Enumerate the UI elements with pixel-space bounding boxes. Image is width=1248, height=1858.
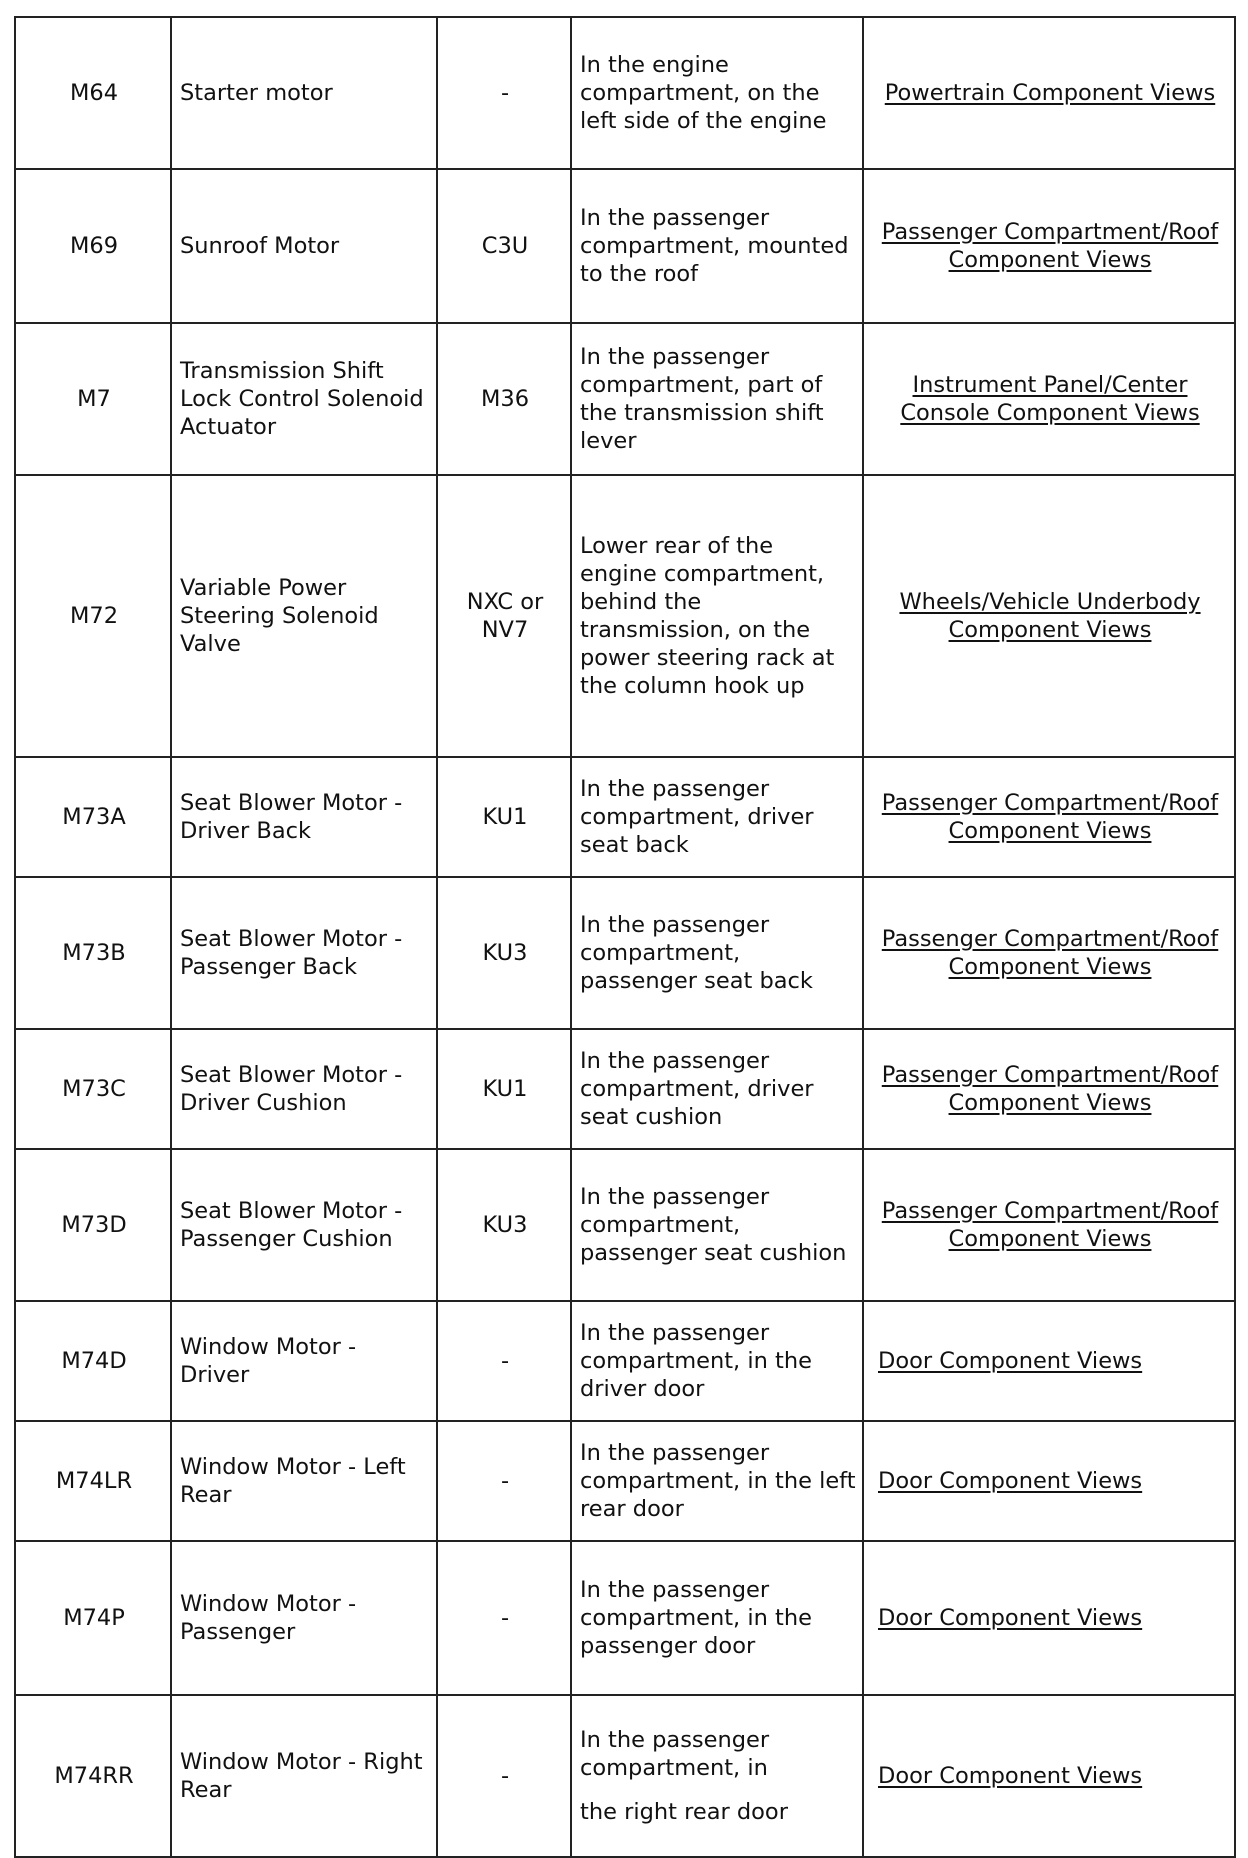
component-view-cell	[863, 1421, 1235, 1541]
component-view-cell	[863, 877, 1235, 1029]
component-name: Window Motor - Driver	[171, 1301, 437, 1421]
component-view-link[interactable]: Passenger Compartment/Roof Component Views	[881, 926, 1219, 980]
table-row	[15, 475, 1235, 757]
component-name: Sunroof Motor	[171, 169, 437, 323]
component-view-cell	[863, 757, 1235, 877]
component-location: In the engine compartment, on the left side of the engine	[571, 17, 863, 169]
component-view-link[interactable]: Passenger Compartment/Roof Component Views	[881, 790, 1219, 844]
component-id: M73D	[15, 1149, 171, 1301]
component-view-link[interactable]: Instrument Panel/Center Console Component Views	[900, 372, 1200, 426]
option-code: KU1	[437, 1029, 571, 1149]
component-view-cell	[863, 1541, 1235, 1695]
table-row	[15, 757, 1235, 877]
component-location	[571, 1695, 863, 1857]
component-name: Seat Blower Motor - Passenger Cushion	[171, 1149, 437, 1301]
table-row	[15, 1029, 1235, 1149]
table-row	[15, 1301, 1235, 1421]
component-id: M7	[15, 323, 171, 475]
component-id: M69	[15, 169, 171, 323]
component-location: In the passenger compartment, passenger seat cushion	[571, 1149, 863, 1301]
component-location: Lower rear of the engine compartment, behind the transmission, on the power steering rack at the column hook up	[571, 475, 863, 757]
component-view-cell	[863, 169, 1235, 323]
component-view-cell	[863, 1695, 1235, 1857]
table-row	[15, 17, 1235, 169]
component-locator-table	[14, 16, 1236, 1858]
component-location: In the passenger compartment, in the passenger door	[571, 1541, 863, 1695]
component-id: M73A	[15, 757, 171, 877]
component-location: In the passenger compartment, in the driver door	[571, 1301, 863, 1421]
component-view-link[interactable]: Door Component Views	[878, 1763, 1143, 1789]
component-view-link[interactable]: Wheels/Vehicle Underbody Component Views	[899, 589, 1201, 643]
option-code: -	[437, 1541, 571, 1695]
component-location: In the passenger compartment, driver seat back	[571, 757, 863, 877]
component-location: In the passenger compartment, part of the transmission shift lever	[571, 323, 863, 475]
option-code: NXC or NV7	[437, 475, 571, 757]
component-id: M74RR	[15, 1695, 171, 1857]
component-id: M73B	[15, 877, 171, 1029]
component-name: Variable Power Steering Solenoid Valve	[171, 475, 437, 757]
option-code: -	[437, 1421, 571, 1541]
component-location: In the passenger compartment, driver seat cushion	[571, 1029, 863, 1149]
component-location-lead: In the passenger compartment, in	[580, 1727, 770, 1781]
component-name: Seat Blower Motor - Driver Cushion	[171, 1029, 437, 1149]
option-code: -	[437, 1695, 571, 1857]
table-row	[15, 169, 1235, 323]
table-row	[15, 877, 1235, 1029]
component-view-link[interactable]: Powertrain Component Views	[884, 80, 1216, 106]
component-view-link[interactable]: Door Component Views	[878, 1348, 1143, 1374]
table-row	[15, 1541, 1235, 1695]
component-name: Window Motor - Left Rear	[171, 1421, 437, 1541]
component-id: M74LR	[15, 1421, 171, 1541]
component-id: M73C	[15, 1029, 171, 1149]
table-row	[15, 323, 1235, 475]
component-view-link[interactable]: Door Component Views	[878, 1468, 1143, 1494]
component-name: Window Motor - Passenger	[171, 1541, 437, 1695]
component-view-link[interactable]: Passenger Compartment/Roof Component Views	[881, 1198, 1219, 1252]
component-view-cell	[863, 323, 1235, 475]
component-location-tail: the right rear door	[580, 1799, 788, 1825]
table-row	[15, 1421, 1235, 1541]
component-id: M64	[15, 17, 171, 169]
option-code: -	[437, 17, 571, 169]
component-view-link[interactable]: Passenger Compartment/Roof Component Views	[881, 1062, 1219, 1116]
component-location: In the passenger compartment, in the left rear door	[571, 1421, 863, 1541]
component-name: Window Motor - Right Rear	[171, 1695, 437, 1857]
option-code: KU1	[437, 757, 571, 877]
component-view-link[interactable]: Door Component Views	[878, 1605, 1143, 1631]
table-row	[15, 1695, 1235, 1857]
option-code: M36	[437, 323, 571, 475]
option-code: C3U	[437, 169, 571, 323]
option-code: -	[437, 1301, 571, 1421]
component-view-cell	[863, 1149, 1235, 1301]
component-location: In the passenger compartment, mounted to the roof	[571, 169, 863, 323]
component-view-cell	[863, 475, 1235, 757]
component-id: M74P	[15, 1541, 171, 1695]
component-view-cell	[863, 1029, 1235, 1149]
component-id: M72	[15, 475, 171, 757]
component-name: Seat Blower Motor - Passenger Back	[171, 877, 437, 1029]
component-id: M74D	[15, 1301, 171, 1421]
option-code: KU3	[437, 877, 571, 1029]
table-row	[15, 1149, 1235, 1301]
component-view-link[interactable]: Passenger Compartment/Roof Component Views	[881, 219, 1219, 273]
option-code: KU3	[437, 1149, 571, 1301]
component-name: Transmission Shift Lock Control Solenoid Actuator	[171, 323, 437, 475]
component-location: In the passenger compartment, passenger seat back	[571, 877, 863, 1029]
component-view-cell	[863, 1301, 1235, 1421]
component-name: Starter motor	[171, 17, 437, 169]
component-view-cell	[863, 17, 1235, 169]
component-name: Seat Blower Motor - Driver Back	[171, 757, 437, 877]
